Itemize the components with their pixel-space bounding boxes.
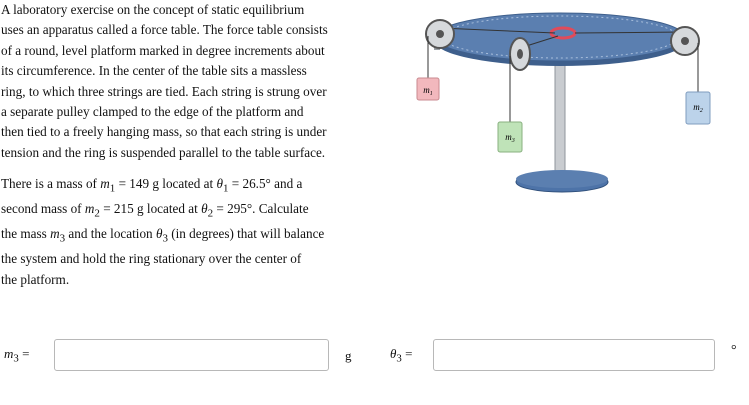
svg-text:m3: $m_3$	[505, 132, 515, 144]
problem-line: uses an apparatus called a force table. The force table consists	[1, 22, 328, 38]
given-line-2: second mass of $m_2 = 215$ g located at $\theta_2 = 295^\circ$. Calculate	[1, 201, 309, 220]
mass-m2	[686, 92, 710, 124]
problem-line: A laboratory exercise on the concept of static equilibrium	[1, 2, 305, 17]
problem-paragraph-1	[1, 0, 366, 163]
problem-line: its circumference. In the center of the table sits a massless	[1, 63, 307, 79]
pulley-2	[671, 27, 699, 55]
problem-line: a separate pulley clamped to the edge of the platform and	[1, 104, 304, 120]
force-table-figure	[400, 8, 730, 198]
mass-m1	[417, 78, 439, 100]
problem-paragraph-2	[1, 174, 366, 290]
svg-text:m2: $m_2$	[693, 102, 703, 114]
problem-line: of a round, level platform marked in degree increments about	[1, 42, 325, 58]
theta3-input[interactable]	[433, 339, 715, 371]
m3-unit: g	[345, 348, 352, 363]
given-line-4: the system and hold the ring stationary over the center of	[1, 251, 302, 267]
given-line-1: There is a mass of $m_1 = 149$ g located at $\theta_1 = 26.5^\circ$ and a	[1, 176, 303, 195]
mass-m3	[498, 122, 522, 152]
theta3-unit: °	[731, 343, 737, 358]
m3-label: $m_3$ =	[4, 346, 30, 365]
problem-line: ring, to which three strings are tied. Each string is strung over	[1, 83, 327, 99]
svg-text:m1: $m_1$	[423, 85, 433, 97]
given-line-3: the mass $m_3$ and the location $\theta_3$ (in degrees) that will balance	[1, 226, 325, 245]
table-stand	[555, 63, 565, 178]
m3-input[interactable]	[54, 339, 329, 371]
problem-line: then tied to a freely hanging mass, so that each string is under	[1, 124, 327, 140]
theta3-label: $\theta_3$ =	[390, 346, 413, 365]
pulley-3	[510, 38, 530, 70]
given-line-5: the platform.	[1, 271, 70, 287]
problem-line: tension and the ring is suspended parallel to the table surface.	[1, 144, 326, 160]
